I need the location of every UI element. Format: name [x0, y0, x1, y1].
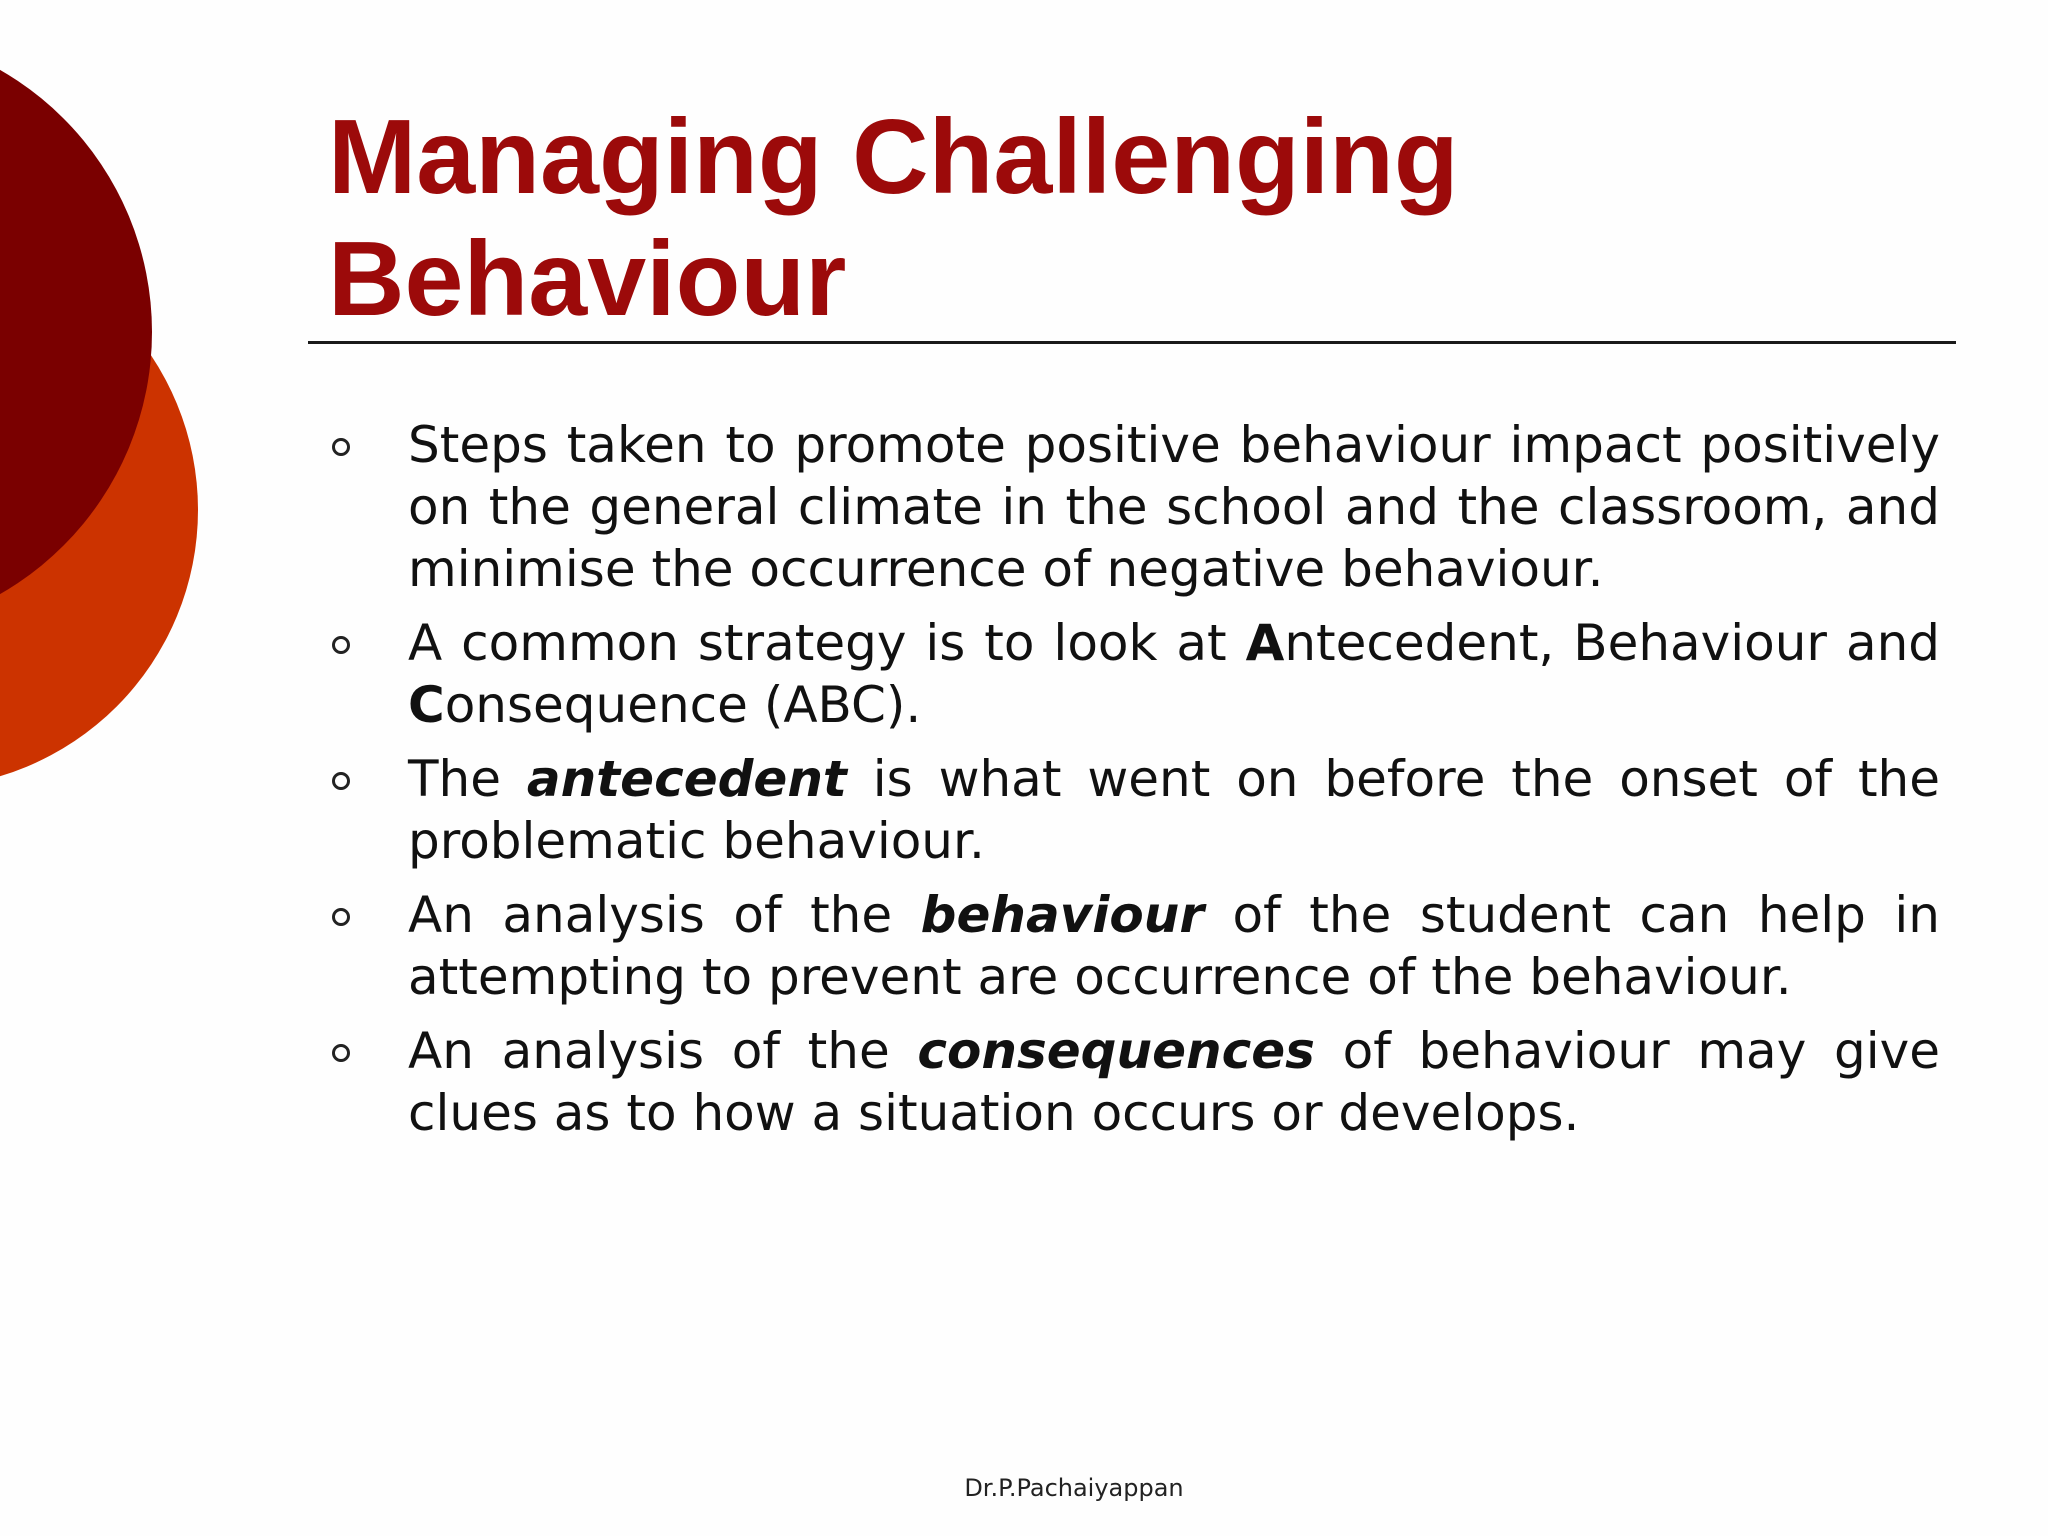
bullet-text-post: of behaviour may give clues as to how a situation occurs or develops. [408, 1022, 1940, 1142]
bullet-text-post: is what went on before the onset of the problematic behaviour. [408, 750, 1940, 870]
bullet-circle-icon [332, 908, 350, 926]
bullet-text-mid: ntecedent, Behaviour and [1284, 614, 1941, 672]
bullet-text-post: of the student can help in attempting to prevent are occurrence of the behaviour. [408, 886, 1940, 1006]
bullet-emphasis: behaviour [920, 886, 1205, 944]
slide-title [328, 96, 1459, 340]
bullet-text-pre: A common strategy is to look at [408, 614, 1246, 672]
bullet-text-post: onsequence (ABC). [444, 676, 922, 734]
bullet-text: Steps taken to promote positive behaviour impact positively on the general climate in the school and the classroom, and minimise the occurrence of negative behaviour. [408, 416, 1940, 598]
slide-footer-author: Dr.P.Pachaiyappan [964, 1474, 1184, 1502]
bullet-bold-letter-a: A [1245, 614, 1285, 672]
bullet-item [328, 612, 1940, 736]
bullet-bold-letter-c: C [408, 676, 445, 734]
title-line-1: Managing Challenging [328, 98, 1459, 216]
bullet-item [328, 884, 1940, 1008]
bullet-text-pre: An analysis of the [408, 1022, 918, 1080]
bullet-text-pre: The [408, 750, 527, 808]
bullet-item [328, 1020, 1940, 1144]
bullet-emphasis: consequences [917, 1022, 1315, 1080]
bullet-circle-icon [332, 772, 350, 790]
bullet-text-pre: An analysis of the [408, 886, 921, 944]
title-divider [308, 341, 1956, 344]
bullet-list [328, 414, 1940, 1156]
bullet-item [328, 414, 1940, 600]
bullet-emphasis: antecedent [526, 750, 847, 808]
decorative-circles [0, 0, 260, 820]
title-line-2: Behaviour [328, 220, 847, 338]
bullet-item [328, 748, 1940, 872]
bullet-circle-icon [332, 1044, 350, 1062]
bullet-circle-icon [332, 438, 350, 456]
bullet-circle-icon [332, 636, 350, 654]
